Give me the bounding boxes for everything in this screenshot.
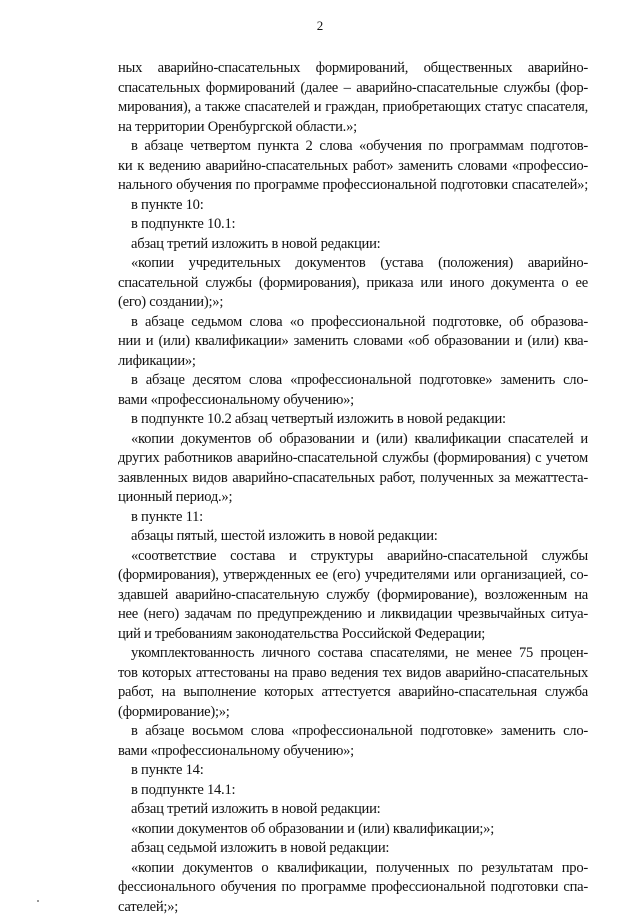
text-line: «копии учредительных документов (устава (положения) аварийно- [118,254,588,274]
text-line: в подпункте 14.1: [118,781,588,801]
text-line: фессионального обучения по программе профессиональной подготовки спа- [118,878,588,898]
text-line: абзац седьмой изложить в новой редакции: [118,839,588,859]
text-line: абзац третий изложить в новой редакции: [118,800,588,820]
text-line: в пункте 11: [118,508,588,528]
text-line: (формирование);»; [118,703,588,723]
text-line: «копии документов об образовании и (или) квалификации спасателей и [118,430,588,450]
text-line: в абзаце десятом слова «профессиональной подготовке» заменить сло- [118,371,588,391]
text-line: нального обучения по программе профессиональной подготовки спасателей»; [118,176,588,196]
text-line: здавшей аварийно-спасательную службу (формирование), возложенным на [118,586,588,606]
text-line: работ, на выполнение которых аттестуется аварийно-спасательная служба [118,683,588,703]
text-line: (формирования), утвержденных ее (его) учредителями или организацией, со- [118,566,588,586]
text-line: «копии документов о квалификации, полученных по результатам про- [118,859,588,879]
text-line: на территории Оренбургской области.»; [118,118,588,138]
text-line: в абзаце седьмом слова «о профессиональной подготовке, об образова- [118,313,588,333]
scan-speck [37,900,39,902]
text-line: нии и (или) квалификации» заменить словами «об образовании и (или) ква- [118,332,588,352]
text-line: ционный период.»; [118,488,588,508]
text-line: других работников аварийно-спасательной службы (формирования) с учетом [118,449,588,469]
text-line: в пункте 14: [118,761,588,781]
text-line: абзацы пятый, шестой изложить в новой редакции: [118,527,588,547]
text-line: вами «профессиональному обучению»; [118,391,588,411]
text-line: в пункте 10: [118,196,588,216]
text-line: ций и требованиям законодательства Российской Федерации; [118,625,588,645]
text-line: спасательных формирований (далее – аварийно-спасательные службы (фор- [118,79,588,99]
text-line: абзац третий изложить в новой редакции: [118,235,588,255]
text-line: сателей;»; [118,898,588,917]
document-body [118,59,588,917]
page-number: 2 [0,18,640,34]
text-line: «копии документов об образовании и (или) квалификации;»; [118,820,588,840]
text-line: нее (него) задачам по предупреждению и ликвидации чрезвычайных ситуа- [118,605,588,625]
text-line: тов которых аттестованы на право ведения тех видов аварийно-спасательных [118,664,588,684]
text-line: в подпункте 10.1: [118,215,588,235]
text-line: (его) создании);»; [118,293,588,313]
text-line: в подпункте 10.2 абзац четвертый изложить в новой редакции: [118,410,588,430]
text-line: вами «профессиональному обучению»; [118,742,588,762]
text-line: ки к ведению аварийно-спасательных работ» заменить словами «профессио- [118,157,588,177]
text-line: в абзаце восьмом слова «профессиональной подготовке» заменить сло- [118,722,588,742]
text-line: лификации»; [118,352,588,372]
text-line: спасательной службы (формирования), приказа или иного документа о ее [118,274,588,294]
text-line: заявленных видов аварийно-спасательных работ, полученных за межаттеста- [118,469,588,489]
text-line: ных аварийно-спасательных формирований, общественных аварийно- [118,59,588,79]
text-line: «соответствие состава и структуры аварийно-спасательной службы [118,547,588,567]
text-line: укомплектованность личного состава спасателями, не менее 75 процен- [118,644,588,664]
text-line: мирования), а также спасателей и граждан, приобретающих статус спасателя, [118,98,588,118]
text-line: в абзаце четвертом пункта 2 слова «обучения по программам подготов- [118,137,588,157]
